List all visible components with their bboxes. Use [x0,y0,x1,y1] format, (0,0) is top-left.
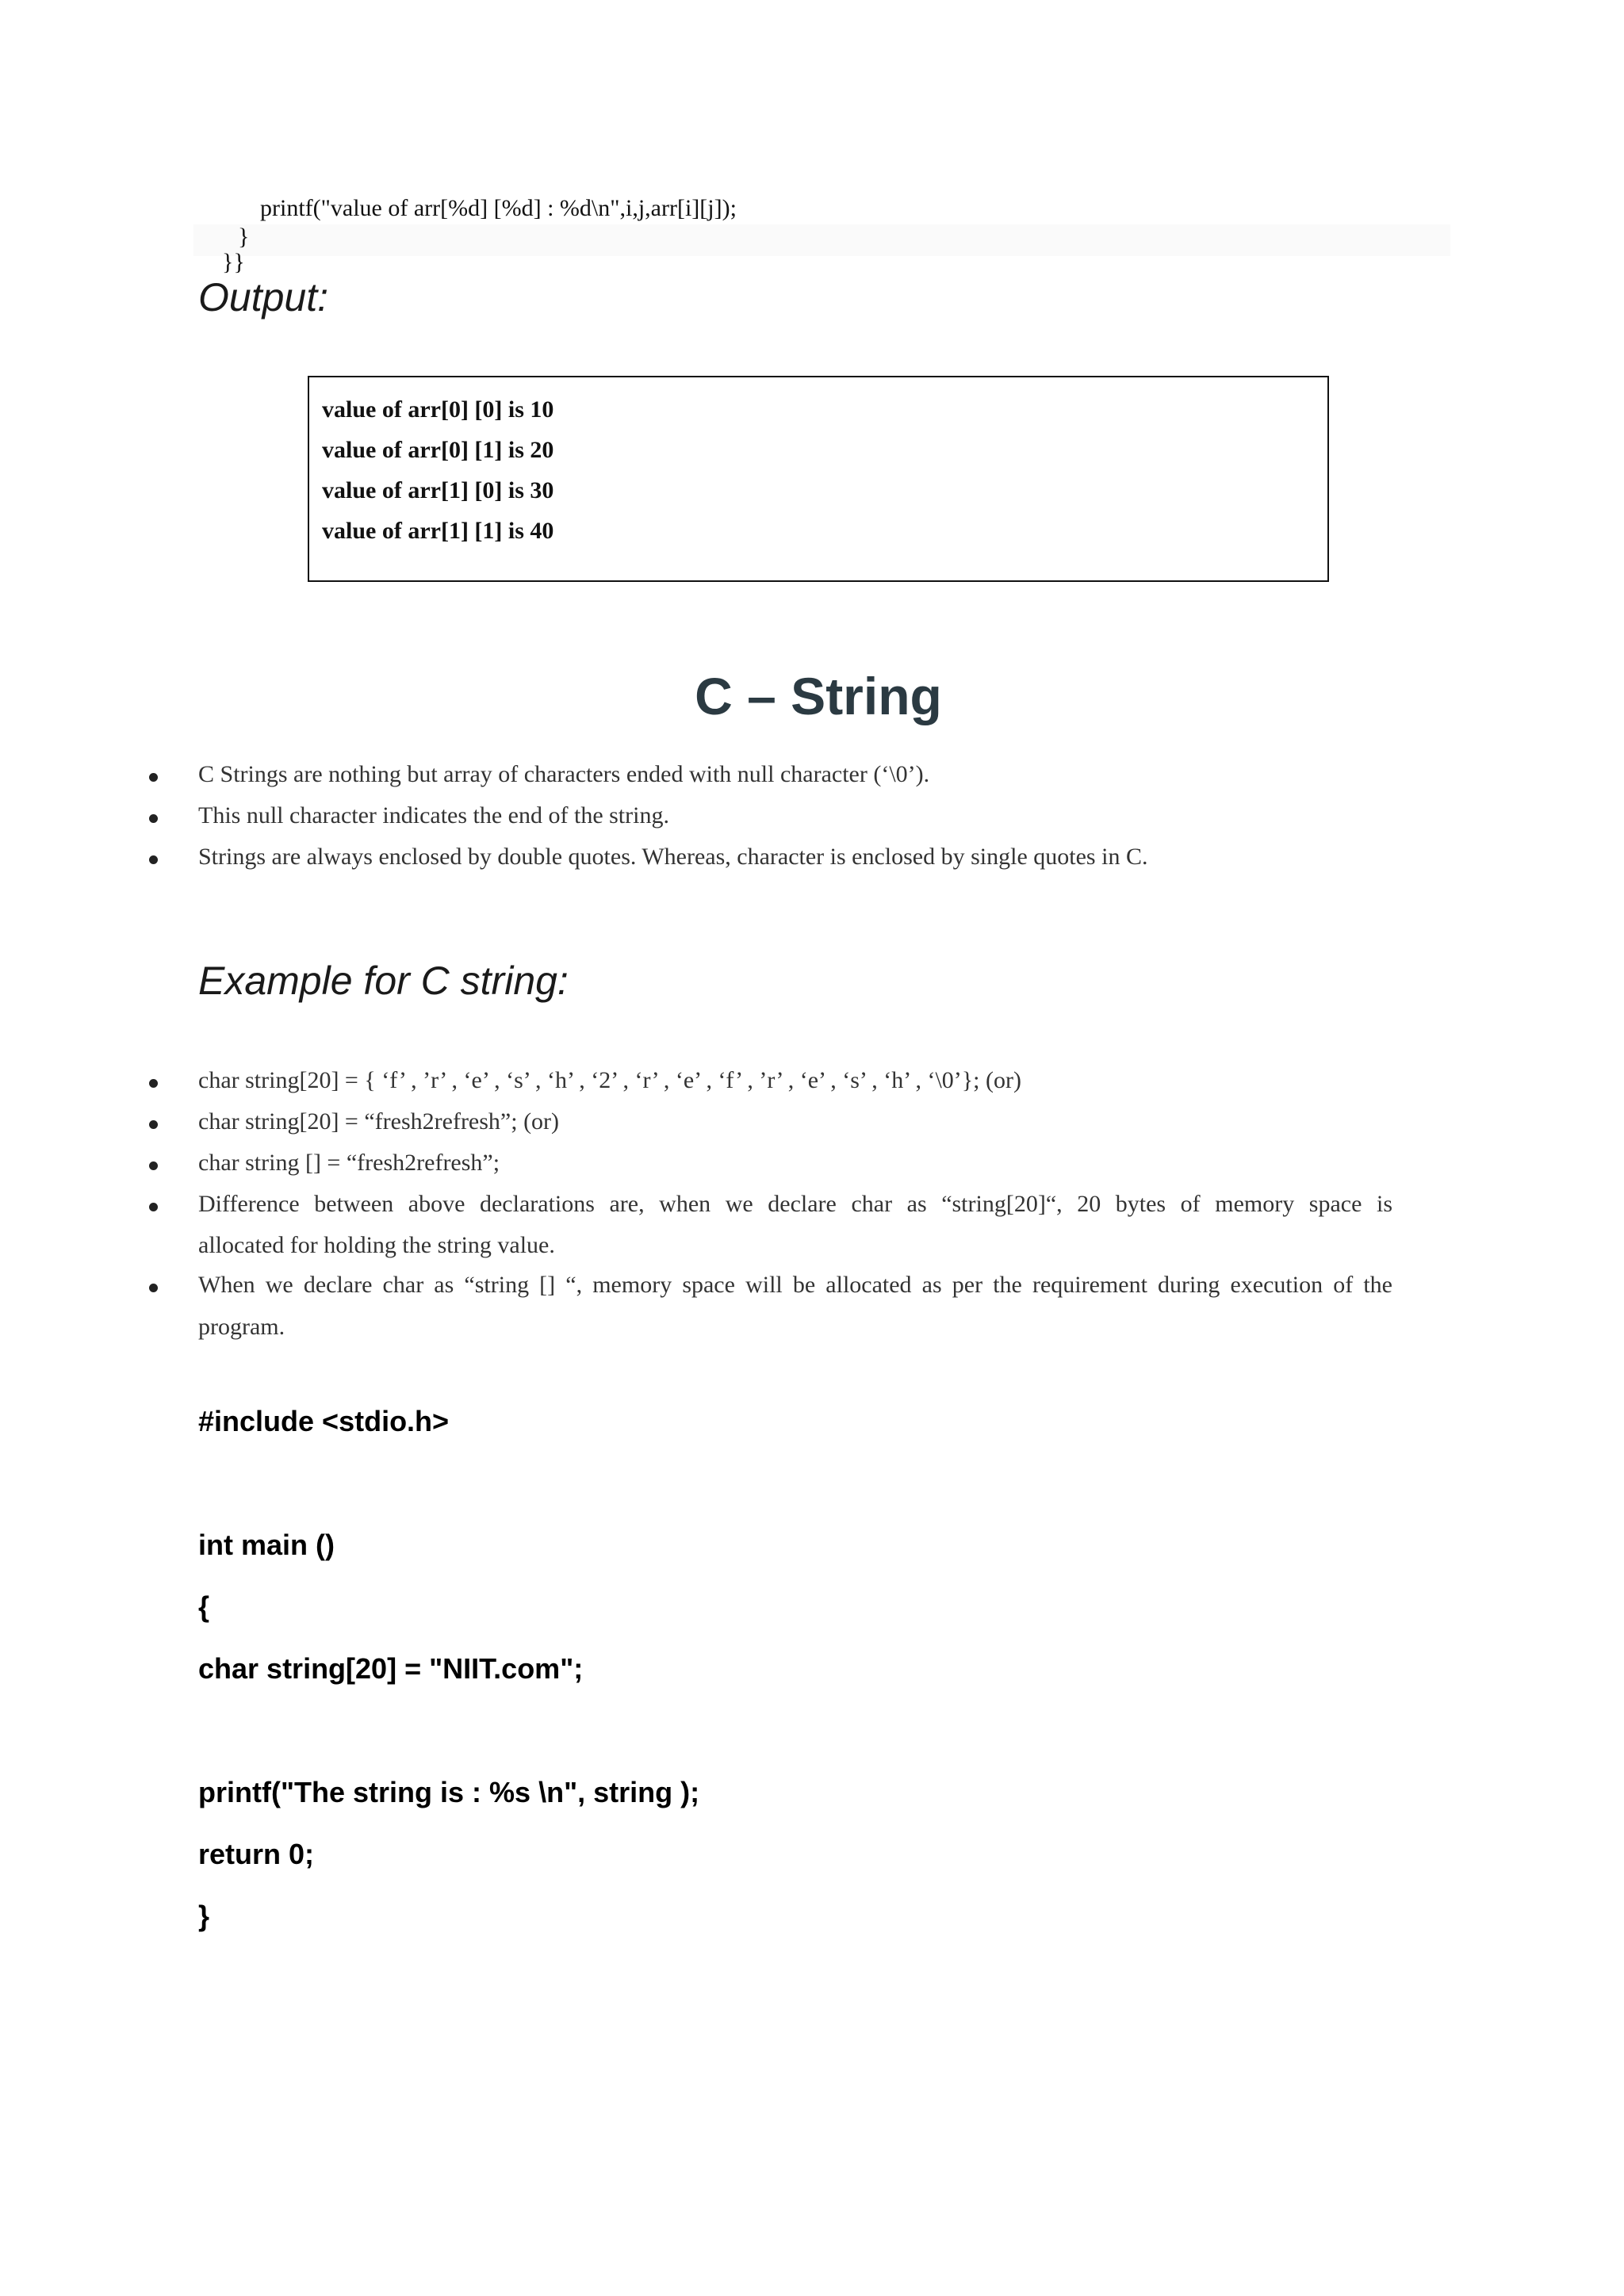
code-line-printf: printf("value of arr[%d] [%d] : %d\n",i,j,arr[i][j]); [260,195,737,221]
example-bullet-text: Difference between above declarations are, when we declare char as “string[20]“, 20 bytes of memory space is [198,1191,1392,1217]
bullet-icon [149,1120,158,1129]
code-example-line: { [198,1590,210,1623]
example-bullet-continuation: allocated for holding the string value. [198,1232,555,1258]
code-highlight-band [193,224,1450,256]
code-example-line: } [198,1900,210,1932]
example-bullet-continuation: program. [198,1314,285,1340]
code-line-close-brace: } [238,224,250,250]
code-example-line: char string[20] = "NIIT.com"; [198,1652,584,1685]
output-line: value of arr[0] [1] is 20 [322,437,554,463]
example-heading: Example for C string: [198,959,569,1003]
bullet-icon [149,1161,158,1170]
intro-bullet-text: This null character indicates the end of the string. [198,802,669,828]
intro-bullet-text: C Strings are nothing but array of characters ended with null character (‘\0’). [198,761,930,787]
output-heading: Output: [198,275,328,320]
example-bullet-text: char string [] = “fresh2refresh”; [198,1150,500,1176]
example-bullet-text: When we declare char as “string [] “, memory space will be allocated as per the requirement during execution of the [198,1272,1392,1298]
bullet-icon [149,855,158,864]
bullet-icon [149,1203,158,1211]
code-example-line: printf("The string is : %s \n", string ); [198,1776,700,1808]
bullet-icon [149,1079,158,1088]
code-example-line: int main () [198,1529,335,1561]
code-example-line: #include <stdio.h> [198,1405,450,1437]
output-box [308,376,1329,582]
example-bullet-text: char string[20] = { ‘f’ , ’r’ , ‘e’ , ‘s’ , ‘h’ , ‘2’ , ‘r’ , ‘e’ , ‘f’ , ’r’ , ‘e’ , ‘s’ , ‘h’ , ‘\0’}; (or) [198,1067,1021,1093]
bullet-icon [149,1284,158,1292]
example-bullet-text: char string[20] = “fresh2refresh”; (or) [198,1108,560,1135]
intro-bullet-text: Strings are always enclosed by double quotes. Whereas, character is enclosed by single quotes in C. [198,844,1148,870]
section-title: C – String [695,667,942,725]
code-example-line: return 0; [198,1838,315,1870]
bullet-icon [149,814,158,823]
output-line: value of arr[0] [0] is 10 [322,396,554,423]
code-line-close-braces: }} [222,249,245,275]
output-line: value of arr[1] [0] is 30 [322,477,554,503]
output-line: value of arr[1] [1] is 40 [322,518,554,544]
bullet-icon [149,773,158,782]
